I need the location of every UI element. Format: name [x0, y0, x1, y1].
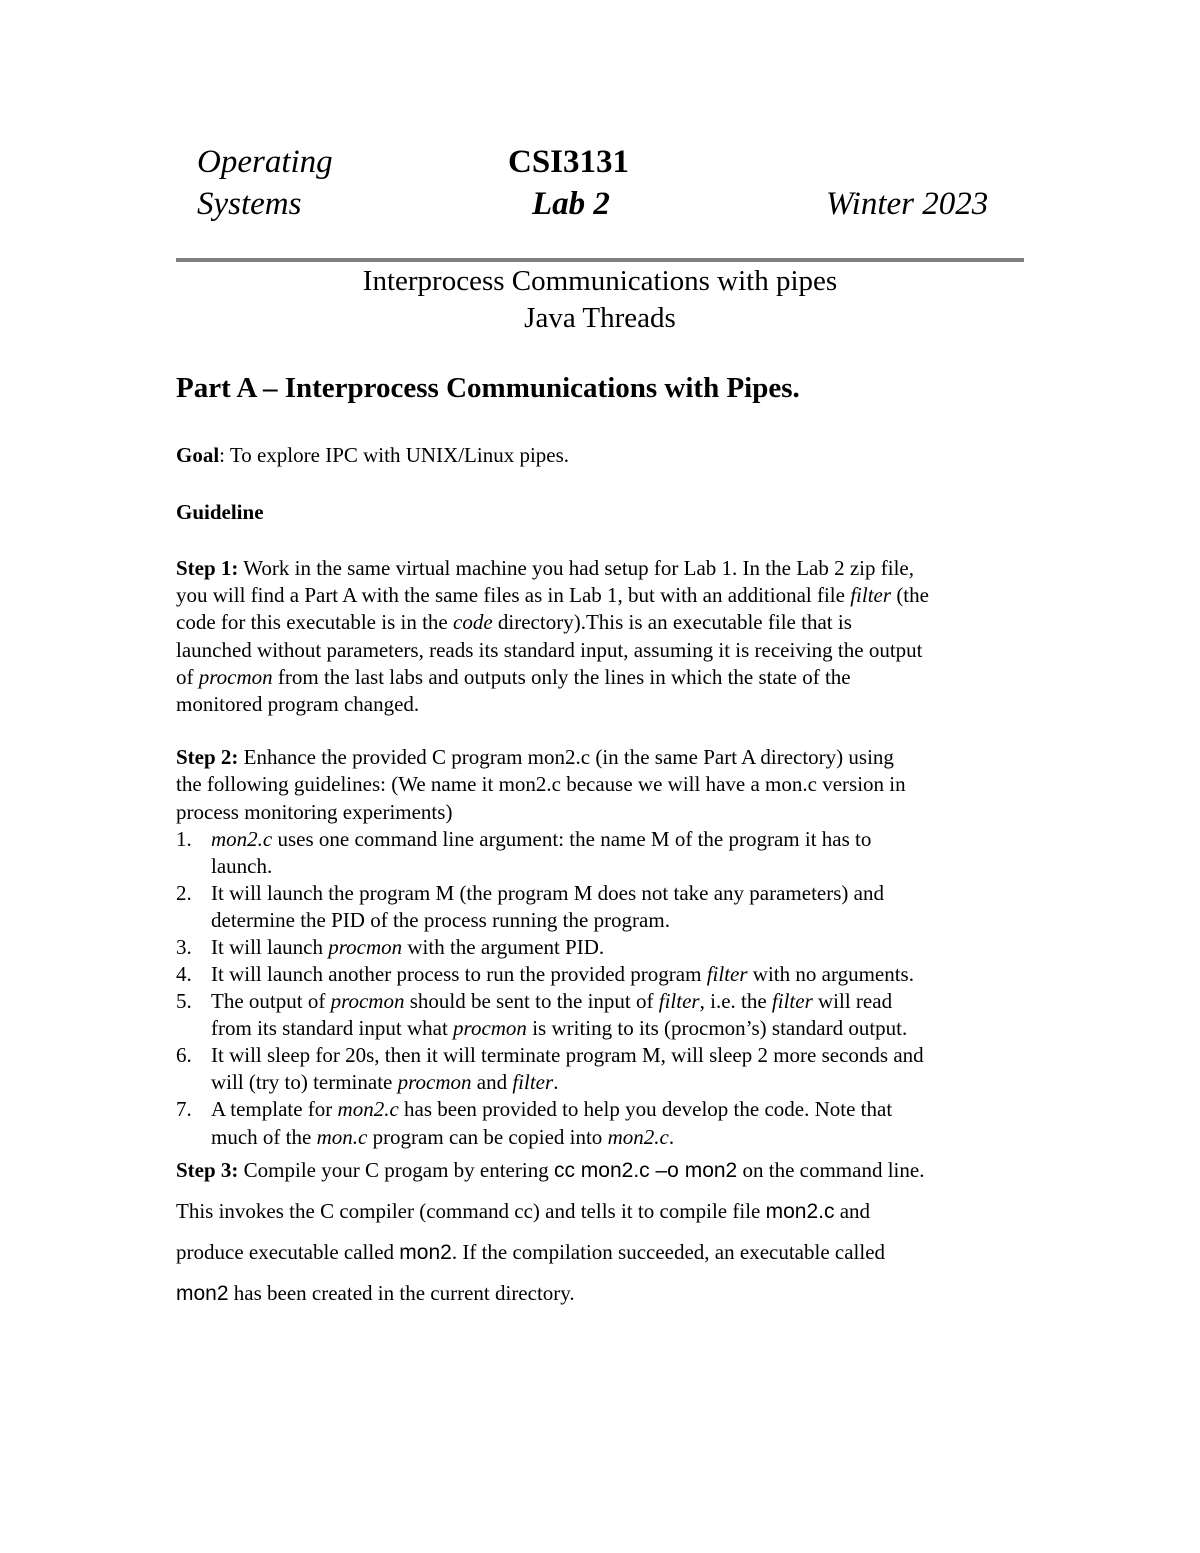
list-item-text: .: [553, 1070, 559, 1094]
step1-line3: [176, 612, 852, 633]
step1-text3a: code for this executable is in the: [176, 610, 453, 634]
list-item-text: will read: [812, 989, 893, 1013]
list-item-5-line1: [211, 991, 892, 1012]
mon2c-ref: mon2.c: [607, 1125, 669, 1149]
list-item-text: is writing to its (procmon’s) standard output.: [526, 1016, 908, 1040]
step2-text1: Enhance the provided C program mon2.c (in the same Part A directory) using: [238, 745, 894, 769]
step2-line2: the following guidelines: (We name it mon2.c because we will have a mon.c version in: [176, 772, 906, 796]
filter-ref: filter: [771, 989, 813, 1013]
procmon-ref: procmon: [397, 1070, 472, 1094]
list-item-text: It will launch: [211, 935, 329, 959]
term: Winter 2023: [826, 186, 989, 222]
step3-text2c: and: [834, 1199, 871, 1223]
header-divider: [176, 258, 1024, 262]
list-item-text: will (try to) terminate: [211, 1070, 398, 1094]
step1-text2c: (the: [891, 583, 929, 607]
list-item-7-line1: [211, 1099, 892, 1120]
list-item-1-line1: [211, 829, 871, 850]
procmon-ref: procmon: [330, 989, 405, 1013]
monc-ref: mon.c: [316, 1125, 368, 1149]
filter-ref: filter: [512, 1070, 554, 1094]
step3-text4b: has been created in the current directory.: [228, 1281, 575, 1305]
list-item-text: , i.e. the: [699, 989, 772, 1013]
course-name-line2: Systems: [197, 186, 302, 222]
list-item-number: 2.: [176, 881, 192, 905]
step3-text3c: . If the compilation succeeded, an executable called: [451, 1240, 886, 1264]
step1-text3c: directory).This is an executable file that is: [492, 610, 852, 634]
goal-line: [176, 445, 569, 466]
list-item-text: from its standard input what: [211, 1016, 454, 1040]
course-name-line1: Operating: [197, 144, 333, 180]
step3-text2a: This invokes the C compiler (command cc) and tells it to compile file: [176, 1199, 766, 1223]
mon2-executable: mon2: [176, 1282, 229, 1305]
list-item-7-line2: [211, 1127, 674, 1148]
list-item-text: with the argument PID.: [402, 935, 605, 959]
list-item-5-line2: [211, 1018, 907, 1039]
step1-text5c: from the last labs and outputs only the lines in which the state of the: [272, 665, 851, 689]
step3-line2: [176, 1201, 870, 1222]
goal-label: Goal: [176, 443, 220, 467]
list-item-2-line2: determine the PID of the process running the program.: [211, 908, 670, 932]
step3-text3a: produce executable called: [176, 1240, 400, 1264]
list-item-2-line1: It will launch the program M (the program M does not take any parameters) and: [211, 881, 884, 905]
step1-code-ref: code: [453, 610, 493, 634]
list-item-1-line2: launch.: [211, 854, 273, 878]
list-item-4-line1: [211, 964, 914, 985]
step1-line1: [176, 558, 914, 579]
list-item-text: It will launch another process to run the provided program: [211, 962, 707, 986]
step3-text1c: on the command line.: [737, 1158, 925, 1182]
list-item-3-line1: [211, 937, 604, 958]
filter-ref: filter: [658, 989, 700, 1013]
list-item-text: uses one command line argument: the name M of the program it has to: [272, 827, 872, 851]
procmon-ref: procmon: [328, 935, 403, 959]
guideline-heading: Guideline: [176, 500, 264, 524]
step2-label: Step 2:: [176, 745, 239, 769]
step3-line3: [176, 1242, 885, 1263]
list-item-number: 1.: [176, 827, 192, 851]
step1-text1: Work in the same virtual machine you had setup for Lab 1. In the Lab 2 zip file,: [238, 556, 914, 580]
list-item-number: 7.: [176, 1097, 192, 1121]
part-a-heading: Part A – Interprocess Communications with Pipes.: [176, 372, 800, 404]
step1-label: Step 1:: [176, 556, 239, 580]
step3-line4: [176, 1283, 575, 1304]
list-item-text: should be sent to the input of: [404, 989, 659, 1013]
list-item-number: 5.: [176, 989, 192, 1013]
subtitle-line2: Java Threads: [524, 302, 676, 334]
filter-ref: filter: [706, 962, 748, 986]
list-item-number: 6.: [176, 1043, 192, 1067]
step3-line1: [176, 1160, 924, 1181]
mon2c-filename: mon2.c: [765, 1200, 835, 1223]
step1-filter-ref: filter: [850, 583, 892, 607]
list-item-number: 3.: [176, 935, 192, 959]
list-item-text: with no arguments.: [747, 962, 914, 986]
subtitle-line1: Interprocess Communications with pipes: [362, 265, 838, 297]
step3-label: Step 3:: [176, 1158, 239, 1182]
step1-line2: [176, 585, 929, 606]
list-item-text: .: [668, 1125, 675, 1149]
procmon-ref: procmon: [453, 1016, 527, 1040]
list-item-text: program can be copied into: [367, 1125, 608, 1149]
mon2c-ref: mon2.c: [211, 827, 273, 851]
list-item-6-line1: It will sleep for 20s, then it will terminate program M, will sleep 2 more seconds and: [211, 1043, 924, 1067]
list-item-text: much of the: [211, 1125, 317, 1149]
list-item-number: 4.: [176, 962, 192, 986]
step1-text5a: of: [176, 665, 199, 689]
list-item-text: and: [471, 1070, 513, 1094]
step1-text2a: you will find a Part A with the same files as in Lab 1, but with an additional file: [176, 583, 851, 607]
compile-command: cc mon2.c –o mon2: [553, 1159, 738, 1182]
step1-line5: [176, 667, 851, 688]
list-item-text: The output of: [211, 989, 331, 1013]
lab-number: Lab 2: [532, 186, 610, 222]
step1-line4: launched without parameters, reads its standard input, assuming it is receiving the output: [176, 638, 923, 662]
step1-procmon-ref: procmon: [198, 665, 273, 689]
step2-line1: [176, 747, 894, 768]
mon2-executable: mon2: [399, 1241, 452, 1264]
step1-line6: monitored program changed.: [176, 692, 420, 716]
list-item-text: A template for: [211, 1097, 338, 1121]
step3-text1a: Compile your C progam by entering: [238, 1158, 554, 1182]
list-item-6-line2: [211, 1072, 558, 1093]
course-code: CSI3131: [508, 144, 630, 180]
mon2c-ref: mon2.c: [337, 1097, 399, 1121]
step2-line3: process monitoring experiments): [176, 800, 453, 824]
list-item-text: has been provided to help you develop the code. Note that: [398, 1097, 893, 1121]
goal-text: : To explore IPC with UNIX/Linux pipes.: [219, 443, 570, 467]
